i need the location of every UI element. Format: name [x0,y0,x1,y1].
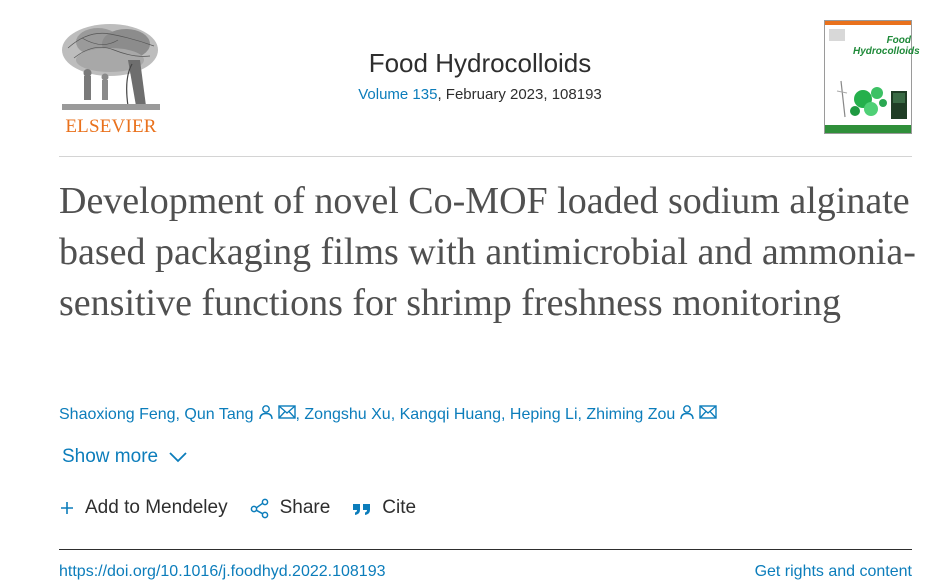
person-icon[interactable] [679,404,695,425]
journal-title-link[interactable]: Food Hydrocolloids [368,48,592,78]
cover-title-line2: Hydrocolloids [853,46,920,57]
issue-info [280,86,680,103]
article-actions [59,497,438,519]
cover-title-line1: Food [886,35,911,46]
quote-icon [352,500,372,516]
add-to-mendeley-button[interactable] [59,497,228,519]
author-separator: , [175,405,185,423]
author-name-link[interactable]: Heping Li [509,405,578,423]
email-icon[interactable] [278,405,296,424]
author-separator: , [390,405,400,423]
header-divider [59,156,912,157]
elsevier-wordmark: ELSEVIER [65,116,157,137]
journal-cover-thumbnail[interactable] [824,20,920,134]
author-name-link[interactable]: Qun Tang [184,405,254,423]
author-name-link[interactable]: Kangqi Huang [399,405,501,423]
share-button[interactable] [250,497,331,519]
cite-button[interactable] [352,497,416,519]
author-name-link[interactable]: Zongshu Xu [304,405,391,423]
volume-link[interactable]: Volume 135 [358,86,438,103]
share-label: Share [279,497,331,518]
show-more-label: Show more [62,446,159,467]
issue-date: , February 2023, 108193 [437,86,602,103]
author-separator: , [501,405,510,423]
author-separator: , [295,405,305,423]
journal-header [280,46,680,103]
cite-label: Cite [382,497,417,518]
article-title: Development of novel Co-MOF loaded sodium alginate based packaging films with antimicrobial and ammonia-sensitive functions for shrimp freshness monitoring [59,180,916,324]
show-more-button[interactable] [62,446,188,468]
elsevier-tree-logo-icon [58,20,164,112]
add-to-mendeley-label: Add to Mendeley [85,497,228,518]
author-separator: , [577,405,587,423]
author-list [59,404,717,425]
footer-divider [59,549,912,550]
author-name-link[interactable]: Shaoxiong Feng [59,405,176,423]
email-icon[interactable] [699,405,717,424]
plus-icon [59,500,75,516]
doi-link[interactable]: https://doi.org/10.1016/j.foodhyd.2022.108193 [59,563,386,580]
share-icon [250,498,270,518]
cover-title [853,35,920,57]
author-name-link[interactable]: Zhiming Zou [586,405,676,423]
rights-link[interactable]: Get rights and content [754,563,912,580]
elsevier-logo[interactable] [58,20,164,138]
person-icon[interactable] [258,404,274,425]
chevron-down-icon [168,451,188,463]
